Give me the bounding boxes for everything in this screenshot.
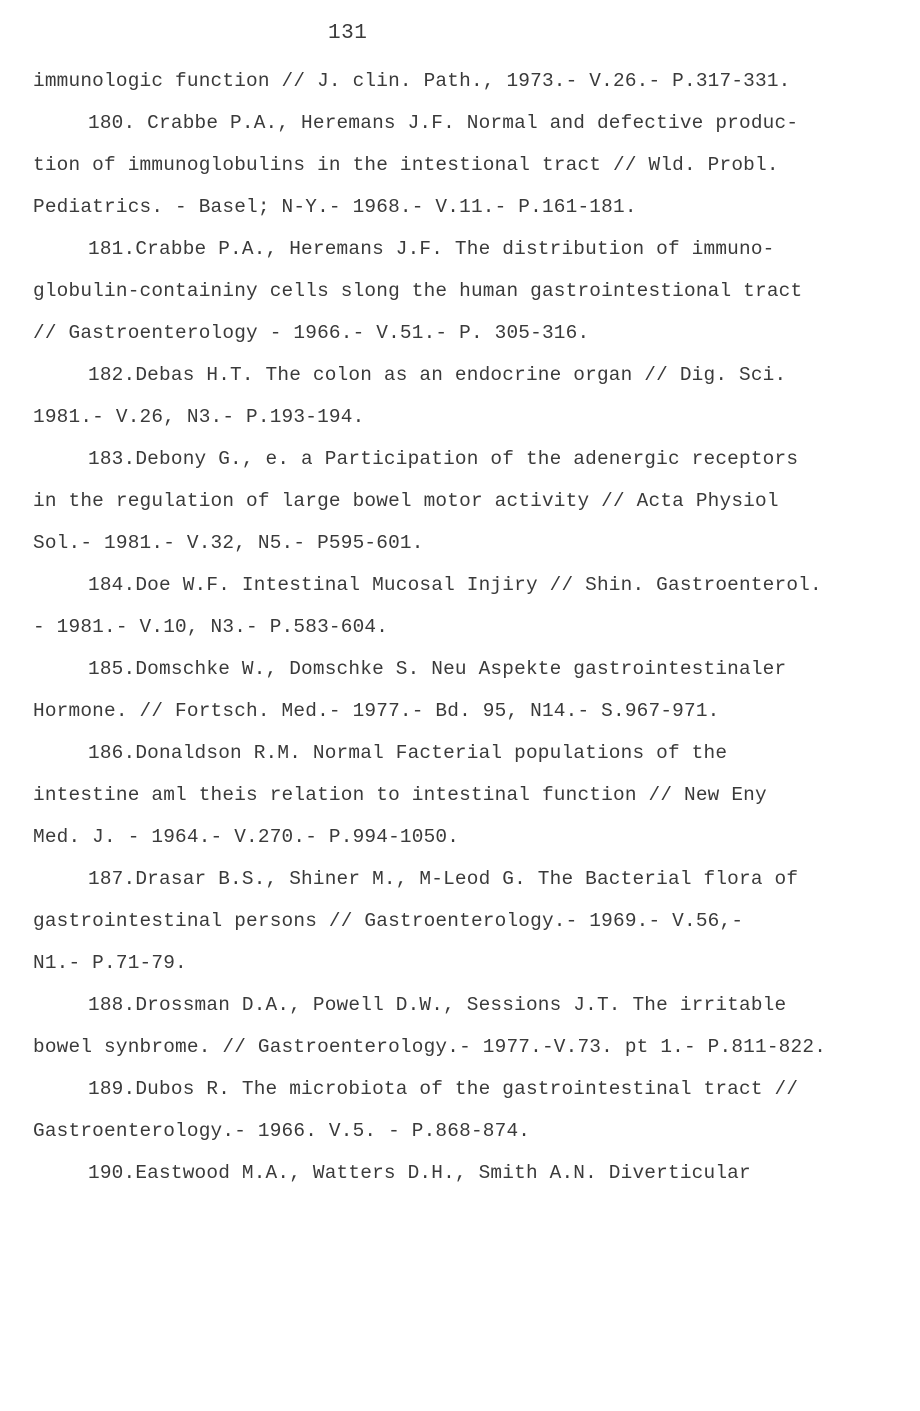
reference-text-line: Gastroenterology.- 1966. V.5. - P.868-874. <box>33 1120 531 1142</box>
page-number: 131 <box>328 22 368 45</box>
reference-text-line: N1.- P.71-79. <box>33 952 187 974</box>
reference-text-line: - 1981.- V.10, N3.- P.583-604. <box>33 616 389 638</box>
reference-entry-start-line: 185.Domschke W., Domschke S. Neu Aspekte gastrointestinaler <box>88 658 787 680</box>
reference-text-line: Med. J. - 1964.- V.270.- P.994-1050. <box>33 826 460 848</box>
reference-entry-start-line: 189.Dubos R. The microbiota of the gastrointestinal tract // <box>88 1078 799 1100</box>
reference-entry-start-line: 182.Debas H.T. The colon as an endocrine organ // Dig. Sci. <box>88 364 787 386</box>
reference-text-line: in the regulation of large bowel motor activity // Acta Physiol <box>33 490 779 512</box>
reference-text-line: tion of immunoglobulins in the intestional tract // Wld. Probl. <box>33 154 779 176</box>
reference-text-line: // Gastroenterology - 1966.- V.51.- P. 305-316. <box>33 322 590 344</box>
reference-entry-start-line: 187.Drasar B.S., Shiner M., M-Leod G. The Bacterial flora of <box>88 868 799 890</box>
reference-text-line: gastrointestinal persons // Gastroenterology.- 1969.- V.56,- <box>33 910 744 932</box>
reference-entry-start-line: 180. Crabbe P.A., Heremans J.F. Normal and defective produc- <box>88 112 799 134</box>
reference-text-line: bowel synbrome. // Gastroenterology.- 1977.-V.73. pt 1.- P.811-822. <box>33 1036 827 1058</box>
reference-entry-start-line: 184.Doe W.F. Intestinal Mucosal Injiry // Shin. Gastroenterol. <box>88 574 822 596</box>
reference-entry-start-line: 186.Donaldson R.M. Normal Facterial populations of the <box>88 742 728 764</box>
reference-entry-start-line: 188.Drossman D.A., Powell D.W., Sessions J.T. The irritable <box>88 994 787 1016</box>
reference-text-line: 1981.- V.26, N3.- P.193-194. <box>33 406 365 428</box>
reference-entry-start-line: 181.Crabbe P.A., Heremans J.F. The distribution of immuno- <box>88 238 775 260</box>
reference-text-line: immunologic function // J. clin. Path., 1973.- V.26.- P.317-331. <box>33 70 791 92</box>
reference-text-line: Sol.- 1981.- V.32, N5.- P595-601. <box>33 532 424 554</box>
reference-text-line: Pediatrics. - Basel; N-Y.- 1968.- V.11.- P.161-181. <box>33 196 637 218</box>
reference-entry-start-line: 190.Eastwood M.A., Watters D.H., Smith A.N. Diverticular <box>88 1162 751 1184</box>
reference-text-line: Hormone. // Fortsch. Med.- 1977.- Bd. 95, N14.- S.967-971. <box>33 700 720 722</box>
reference-text-line: intestine aml theis relation to intestinal function // New Eny <box>33 784 767 806</box>
reference-list <box>33 60 903 1194</box>
reference-text-line: globulin-containiny cells slong the human gastrointestional tract <box>33 280 803 302</box>
reference-entry-start-line: 183.Debony G., e. a Participation of the adenergic receptors <box>88 448 799 470</box>
